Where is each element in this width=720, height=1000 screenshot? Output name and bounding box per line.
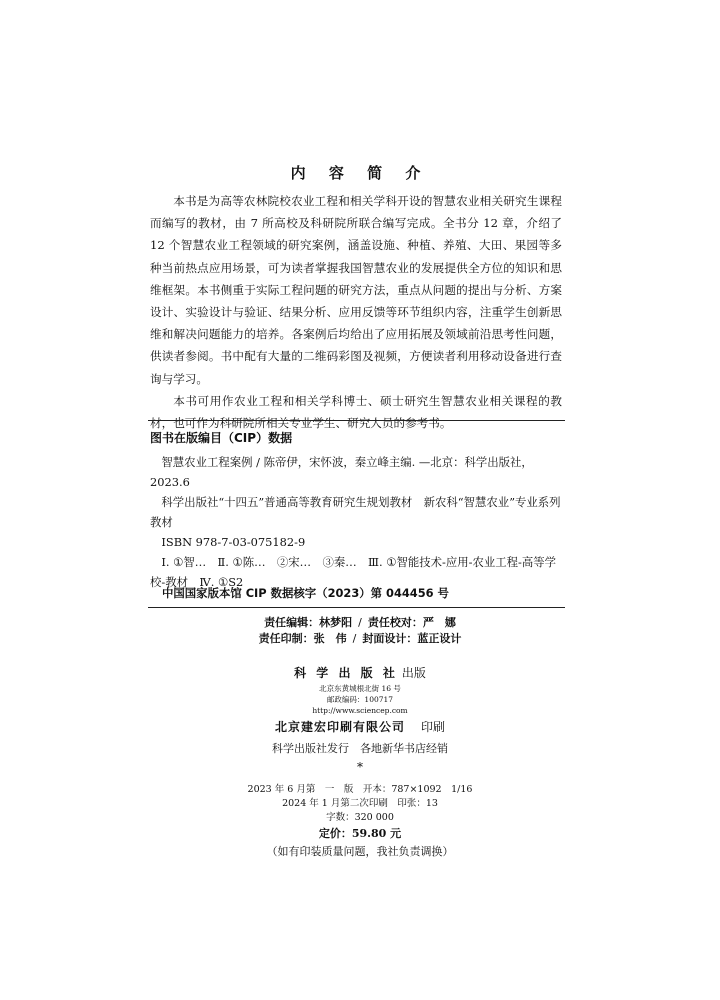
quality-notice: （如有印装质量问题，我社负责调换） — [266, 845, 454, 858]
publisher-website: http://www.sciencep.com — [312, 706, 408, 715]
publisher-line — [0, 664, 720, 681]
print-manager-credit: 责任印制：张 伟 — [258, 632, 347, 645]
separator: / — [352, 632, 357, 645]
edition-line-3: 字数：320 000 — [326, 812, 394, 823]
edition-line-2: 2024 年 1 月第二次印刷 印张：13 — [282, 798, 438, 809]
divider-star: * — [357, 760, 363, 774]
cip-heading: 图书在版编目（CIP）数据 — [150, 431, 293, 445]
cip-entry: Ⅰ. ①智… Ⅱ. ①陈… ②宋… ③秦… Ⅲ. ①智能技术-应用-农业工程-高等学校-教材 Ⅳ. ①S2 — [150, 555, 557, 589]
cip-bottom-rule — [148, 607, 565, 608]
cip-entry: 智慧农业工程案例 / 陈帝伊，宋怀波，秦立峰主编. —北京：科学出版社，2023.6 — [150, 455, 533, 489]
intro-body — [150, 190, 562, 434]
publisher-postcode: 邮政编码：100717 — [326, 695, 394, 704]
editor-credit: 责任编辑：林梦阳 — [264, 616, 353, 629]
cip-entry: ISBN 978-7-03-075182-9 — [161, 535, 306, 549]
cover-design-credit: 封面设计：蓝正设计 — [362, 632, 462, 645]
staff-line-2 — [0, 630, 720, 646]
cip-record-number: 中国国家版本馆 CIP 数据核字（2023）第 044456 号 — [162, 586, 449, 600]
cip-top-rule — [148, 420, 565, 421]
intro-title: 内 容 简 介 — [290, 164, 430, 182]
intro-paragraph: 本书可用作农业工程和相关学科博士、硕士研究生智慧农业相关课程的教材，也可作为科研院所相关专业学生、研究人员的参考书。 — [150, 393, 562, 431]
printer-line — [0, 718, 720, 735]
publisher-suffix: 出版 — [401, 666, 426, 680]
staff-line-1 — [0, 614, 720, 630]
proofreader-credit: 责任校对：严 娜 — [367, 616, 456, 629]
distribution-line: 科学出版社发行 各地新华书店经销 — [272, 742, 448, 755]
intro-paragraph: 本书是为高等农林院校农业工程和相关学科开设的智慧农业相关研究生课程而编写的教材，由 7 所高校及科研院所联合编写完成。全书分 12 章，介绍了 12 个智慧农业工程领域的研究案例，涵盖设施、种植、养殖、大田、果园等多种当前热点应用场景，可为读者掌握我国智慧农业的发展提供全方位的知识和思维框架。本书侧重于实际工程问题的研究方法，重点从问题的提出与分析、方案设计、实验设计与验证、结果分析、应用反馈等环节组织内容，注重学生创新思维和解决问题能力的培养。各案例后均给出了应用拓展及领域前沿思考性问题，供读者参阅。书中配有大量的二维码彩图及视频，方便读者利用移动设备进行查询与学习。 — [150, 194, 562, 386]
price: 定价：59.80 元 — [318, 827, 402, 840]
separator: / — [358, 616, 362, 629]
publisher-address: 北京东黄城根北街 16 号 — [319, 684, 401, 693]
cip-entries — [150, 452, 562, 592]
publisher-name: 科 学 出 版 社 — [294, 666, 398, 680]
printer-suffix: 印刷 — [421, 720, 446, 734]
cip-entry: 科学出版社“十四五”普通高等教育研究生规划教材 新农科“智慧农业”专业系列教材 — [150, 495, 561, 529]
printer-name: 北京建宏印刷有限公司 — [274, 720, 405, 734]
edition-line-1: 2023 年 6 月第 一 版 开本：787×1092 1/16 — [247, 784, 473, 795]
